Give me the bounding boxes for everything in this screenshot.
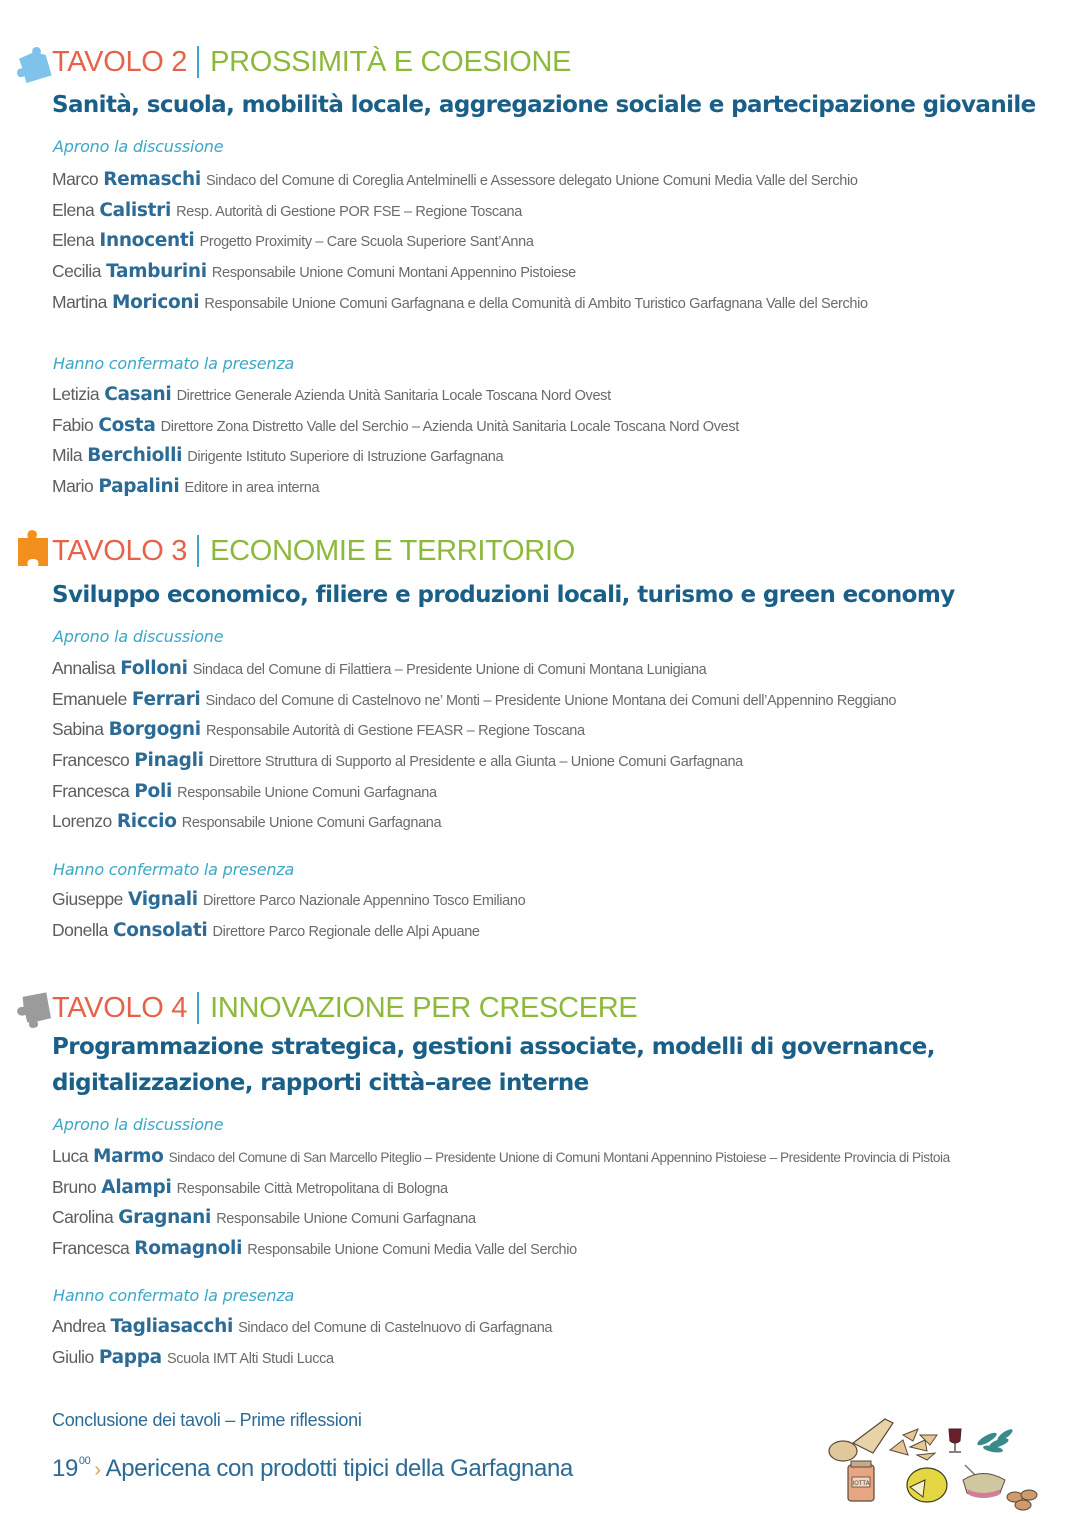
time-hour: 19 (52, 1455, 78, 1482)
group-label-confirmed: Hanno confermato la presenza (53, 1286, 295, 1305)
tavolo-heading (52, 42, 571, 82)
person-row (52, 287, 868, 318)
person-row (52, 379, 739, 410)
tavolo-theme: PROSSIMITÀ E COESIONE (210, 45, 572, 78)
role: Responsabile Unione Comuni Garfagnana (216, 1211, 476, 1228)
food-products-illustration (815, 1405, 1045, 1515)
tavolo-number: TAVOLO 4 (52, 991, 188, 1024)
role: Responsabile Unione Comuni Garfagnana e della Comunità di Ambito Turistico Garfagnana Valle del Serchio (204, 295, 868, 312)
first-name: Martina (52, 291, 107, 312)
first-name: Marco (52, 169, 99, 189)
person-row (52, 195, 868, 226)
last-name: Borgogni (108, 719, 201, 741)
role: Sindaco del Comune di Castelnuovo di Garfagnana (238, 1320, 553, 1336)
group-label-confirmed: Hanno confermato la presenza (53, 354, 295, 373)
person-row (52, 410, 739, 441)
role: Editore in area interna (184, 480, 320, 497)
last-name: Vignali (128, 889, 198, 910)
first-name: Lorenzo (52, 811, 112, 832)
group-label-opening: Aprono la discussione (53, 137, 224, 156)
tavolo-subtitle (52, 577, 1052, 613)
attendee-list (52, 379, 739, 502)
role: Progetto Proximity – Care Scuola Superiore Sant’Anna (199, 234, 534, 251)
first-name: Annalisa (52, 658, 116, 678)
role: Dirigente Istituto Superiore di Istruzione Garfagnana (187, 449, 504, 466)
person-row (52, 745, 896, 776)
speaker-list (52, 653, 896, 837)
role: Sindaco del Comune di San Marcello Piteglio – Presidente Unione di Comuni Montani Appennino Pistoiese – Presidente Provincia di Pistoia (168, 1150, 950, 1165)
first-name: Letizia (52, 384, 100, 404)
first-name: Giuseppe (52, 889, 123, 909)
last-name: Alampi (101, 1176, 172, 1198)
puzzle-shape (18, 530, 48, 566)
last-name: Berchiolli (87, 445, 183, 467)
sage-leaves-icon (976, 1427, 1014, 1453)
first-name: Donella (52, 919, 108, 940)
person-row (52, 714, 896, 745)
role: Scuola IMT Alti Studi Lucca (166, 1350, 334, 1367)
first-name: Cecilia (52, 261, 102, 282)
heading-divider (197, 992, 199, 1024)
group-label-confirmed: Hanno confermato la presenza (53, 860, 295, 879)
last-name: Casani (104, 384, 172, 405)
tavolo-subtitle (52, 87, 1052, 123)
subtitle-line: Programmazione strategica, gestioni associate, modelli di governance, (52, 1034, 935, 1060)
person-row (52, 684, 896, 715)
role: Direttore Parco Regionale delle Alpi Apuane (212, 923, 480, 940)
role: Responsabile Unione Comuni Garfagnana (177, 784, 437, 801)
tavolo-theme: INNOVAZIONE PER CRESCERE (210, 991, 638, 1024)
heading-divider (197, 535, 199, 567)
first-name: Francesca (52, 1238, 130, 1259)
last-name: Moriconi (111, 291, 200, 313)
role: Direttore Struttura di Supporto al Presidente e alla Giunta – Unione Comuni Garfagnana (208, 754, 743, 771)
last-name: Marmo (93, 1146, 164, 1167)
role: Sindaco del Comune di Coreglia Antelminelli e Assessore delegato Unione Comuni Media Valle del Serchio (205, 173, 858, 189)
puzzle-piece-icon (12, 990, 52, 1030)
puzzle-shape (15, 992, 51, 1029)
last-name: Romagnoli (134, 1238, 243, 1260)
person-row (52, 776, 896, 807)
subtitle-line: Sviluppo economico, filiere e produzioni locali, turismo e green economy (52, 582, 955, 608)
person-row (52, 884, 525, 915)
first-name: Mario (52, 476, 94, 497)
puzzle-piece-icon (12, 45, 52, 85)
last-name: Folloni (120, 658, 188, 679)
speaker-list (52, 164, 868, 317)
role: Direttrice Generale Azienda Unità Sanitaria Locale Toscana Nord Ovest (176, 388, 611, 404)
jar-icon (848, 1461, 874, 1501)
subtitle-line: digitalizzazione, rapporti città–aree interne (52, 1070, 589, 1096)
first-name: Carolina (52, 1207, 114, 1228)
group-label-opening: Aprono la discussione (53, 627, 224, 646)
heading-divider (197, 46, 199, 78)
first-name: Bruno (52, 1176, 97, 1197)
cheese-icon (907, 1468, 947, 1502)
role: Resp. Autorità di Gestione POR FSE – Regione Toscana (176, 203, 522, 220)
last-name: Gragnani (118, 1207, 212, 1229)
apericena-line (52, 1455, 573, 1483)
person-row (52, 915, 525, 946)
group-label-opening: Aprono la discussione (53, 1115, 224, 1134)
puzzle-shape (14, 46, 52, 85)
first-name: Elena (52, 230, 95, 251)
bowl-icon (963, 1465, 1005, 1498)
biscuits-icon (1007, 1490, 1037, 1510)
person-row (52, 256, 868, 287)
role: Responsabile Unione Comuni Montani Appennino Pistoiese (211, 265, 576, 282)
last-name: Pinagli (134, 750, 204, 772)
last-name: Poli (134, 780, 173, 802)
tavolo-heading (52, 531, 575, 571)
person-row (52, 164, 868, 195)
jar-label: IOTTA (852, 1480, 870, 1487)
role: Responsabile Unione Comuni Garfagnana (181, 815, 442, 832)
tavolo-number: TAVOLO 2 (52, 45, 188, 78)
person-row (52, 471, 739, 502)
first-name: Sabina (52, 719, 104, 740)
apericena-text: Apericena con prodotti tipici della Garfagnana (105, 1455, 573, 1482)
last-name: Consolati (112, 919, 208, 941)
last-name: Ferrari (131, 688, 201, 710)
person-row (52, 653, 896, 684)
tavolo-subtitle (52, 1029, 1052, 1101)
person-row (52, 1141, 950, 1172)
last-name: Tagliasacchi (110, 1316, 233, 1337)
first-name: Fabio (52, 414, 94, 435)
speaker-list (52, 1141, 950, 1264)
last-name: Papalini (98, 476, 180, 498)
attendee-list (52, 884, 525, 945)
wine-glass-icon (949, 1429, 961, 1452)
first-name: Luca (52, 1146, 88, 1166)
last-name: Riccio (116, 811, 177, 833)
role: Sindaca del Comune di Filattiera – Presidente Unione di Comuni Montana Lunigiana (192, 662, 707, 678)
last-name: Tamburini (106, 261, 207, 283)
bread-icon (829, 1419, 893, 1461)
first-name: Francesca (52, 780, 130, 801)
person-row (52, 440, 739, 471)
first-name: Elena (52, 199, 95, 220)
role: Responsabile Unione Comuni Media Valle del Serchio (247, 1242, 577, 1259)
role: Direttore Zona Distretto Valle del Serchio – Azienda Unità Sanitaria Locale Toscana Nord Ovest (160, 418, 739, 435)
person-row (52, 225, 868, 256)
first-name: Emanuele (52, 688, 127, 709)
last-name: Innocenti (99, 230, 195, 252)
role: Responsabile Città Metropolitana di Bologna (176, 1180, 448, 1197)
first-name: Giulio (52, 1346, 94, 1367)
first-name: Mila (52, 445, 83, 466)
role: Responsabile Autorità di Gestione FEASR – Regione Toscana (205, 723, 585, 740)
last-name: Costa (98, 414, 156, 436)
person-row (52, 1311, 552, 1342)
person-row (52, 1342, 552, 1373)
tavolo-number: TAVOLO 3 (52, 534, 188, 567)
person-row (52, 1233, 950, 1264)
chevron-right-icon: › (94, 1459, 101, 1481)
first-name: Andrea (52, 1316, 106, 1336)
role: Direttore Parco Nazionale Appennino Tosco Emiliano (202, 893, 526, 909)
puzzle-piece-icon (12, 528, 52, 568)
bread-slices-icon (890, 1429, 937, 1460)
person-row (52, 1202, 950, 1233)
person-row (52, 1172, 950, 1203)
first-name: Francesco (52, 750, 130, 771)
subtitle-line: Sanità, scuola, mobilità locale, aggregazione sociale e partecipazione giovanile (52, 92, 1036, 118)
last-name: Remaschi (103, 169, 201, 190)
tavolo-heading (52, 988, 637, 1028)
role: Sindaco del Comune di Castelnovo ne’ Monti – Presidente Unione Montana dei Comuni dell’Appennino Reggiano (205, 692, 897, 709)
last-name: Pappa (98, 1346, 162, 1368)
person-row (52, 806, 896, 837)
tavolo-theme: ECONOMIE E TERRITORIO (210, 534, 575, 567)
attendee-list (52, 1311, 552, 1372)
time-minutes: 00 (78, 1455, 91, 1467)
last-name: Calistri (99, 199, 172, 221)
conclusion-text: Conclusione dei tavoli – Prime riflessioni (52, 1410, 362, 1430)
